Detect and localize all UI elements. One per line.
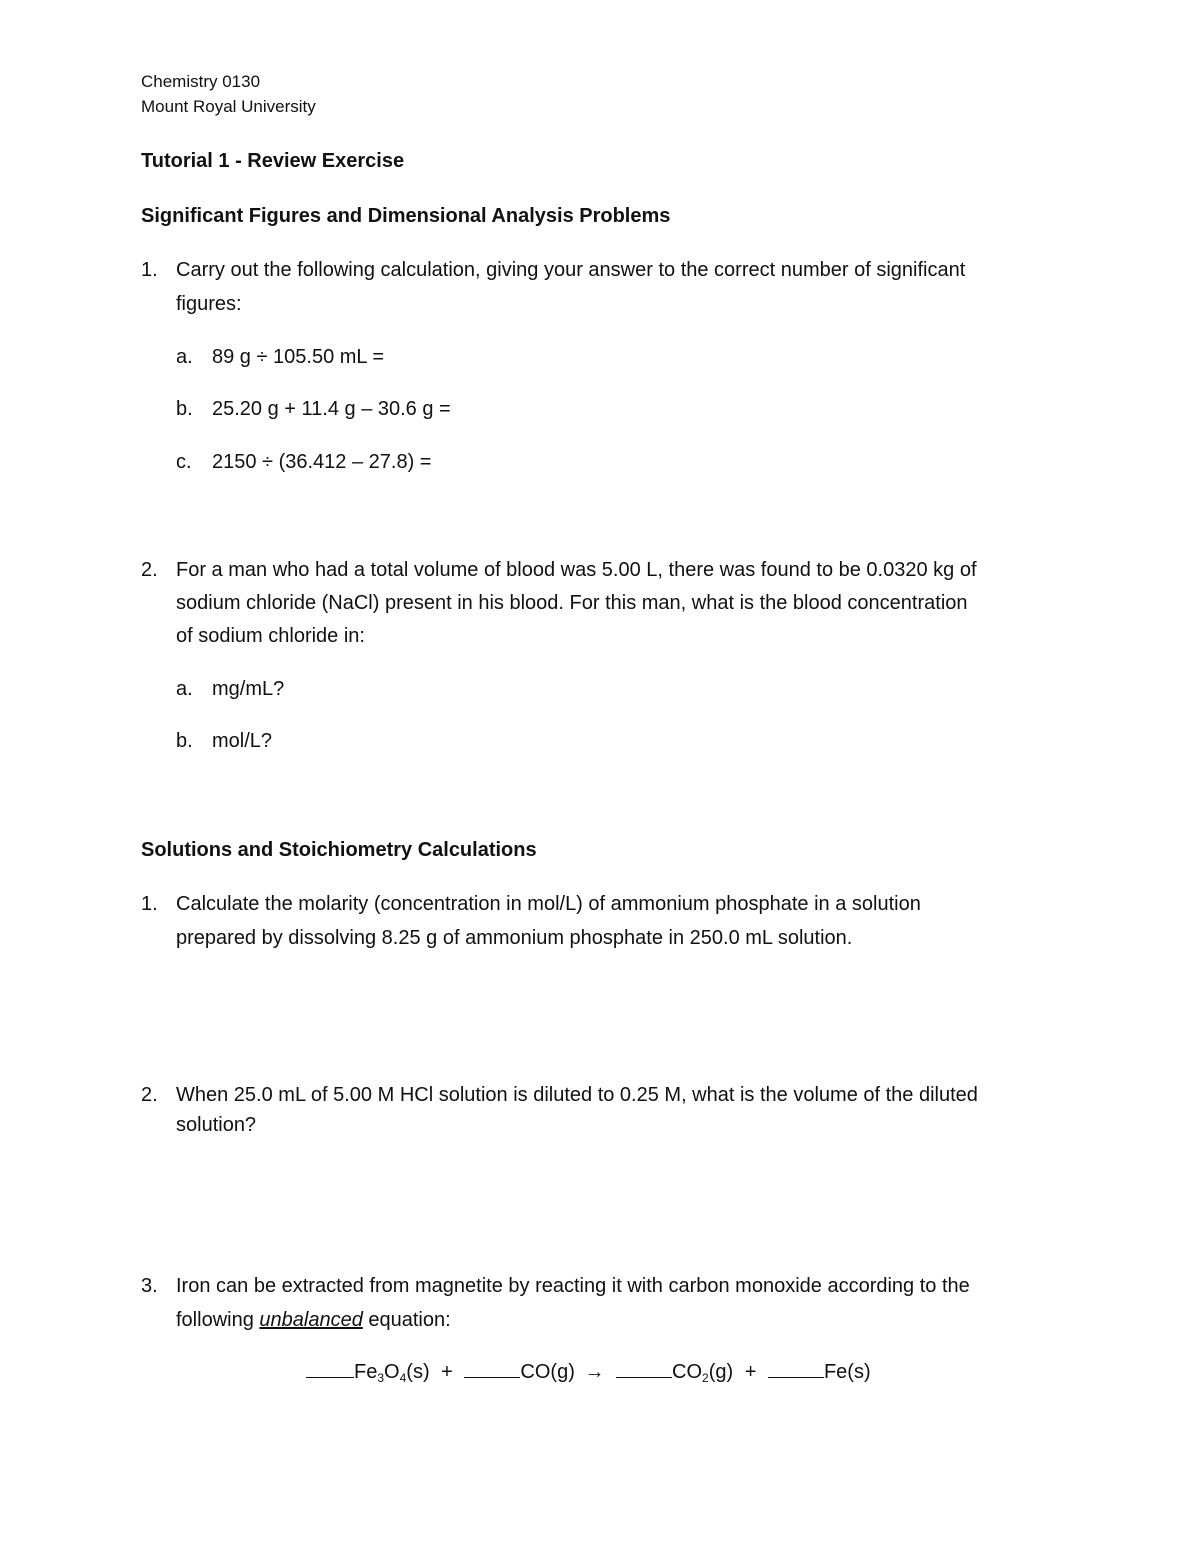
- question-text: When 25.0 mL of 5.00 M HCl solution is diluted to 0.25 M, what is the volume of the diluted: [176, 1084, 978, 1106]
- question-text: Calculate the molarity (concentration in mol/L) of ammonium phosphate in a solution: [176, 893, 921, 915]
- course-name: Chemistry 0130: [141, 72, 261, 91]
- section-heading-sig-figs: Significant Figures and Dimensional Analysis Problems: [141, 205, 671, 227]
- part-text: 2150 ÷ (36.412 – 27.8) =: [212, 451, 432, 473]
- question-text: Carry out the following calculation, giving your answer to the correct number of significant: [176, 259, 966, 281]
- question-text: solution?: [176, 1114, 257, 1136]
- answer-blank: [306, 1361, 354, 1378]
- question-number: 3.: [141, 1275, 158, 1297]
- answer-blank: [768, 1361, 824, 1378]
- part-text: 89 g ÷ 105.50 mL =: [212, 346, 385, 368]
- document-title: Tutorial 1 - Review Exercise: [141, 150, 405, 172]
- question-text: For a man who had a total volume of blood was 5.00 L, there was found to be 0.0320 kg of: [176, 559, 977, 581]
- part-label: a.: [176, 346, 193, 368]
- question-number: 1.: [141, 259, 158, 281]
- reaction-arrow: →: [584, 1361, 605, 1383]
- part-text: mol/L?: [212, 730, 273, 752]
- question-number: 2.: [141, 559, 158, 581]
- chemical-equation: $Fe_3O_4(s) + CO(g) \to CO_2(g) + Fe(s)$: [306, 1361, 871, 1384]
- part-text: 25.20 g + 11.4 g – 30.6 g =: [212, 398, 451, 420]
- institution-name: Mount Royal University: [141, 97, 316, 116]
- question-text: figures:: [176, 293, 242, 315]
- question-text: prepared by dissolving 8.25 g of ammonium phosphate in 250.0 mL solution.: [176, 927, 853, 949]
- question-text: Iron can be extracted from magnetite by reacting it with carbon monoxide according to the: [176, 1275, 970, 1297]
- question-text: of sodium chloride in:: [176, 625, 365, 647]
- part-label: b.: [176, 398, 193, 420]
- question-number: 2.: [141, 1084, 158, 1106]
- part-label: b.: [176, 730, 193, 752]
- emphasis-unbalanced: unbalanced: [259, 1309, 363, 1331]
- part-text: mg/mL?: [212, 678, 285, 700]
- plus-sign: +: [441, 1361, 453, 1383]
- answer-blank: [616, 1361, 672, 1378]
- question-number: 1.: [141, 893, 158, 915]
- question-text: following unbalanced equation:: [176, 1309, 451, 1331]
- section-heading-stoichiometry: Solutions and Stoichiometry Calculations: [141, 839, 537, 861]
- question-text: sodium chloride (NaCl) present in his blood. For this man, what is the blood concentration: [176, 592, 968, 614]
- part-label: c.: [176, 451, 192, 473]
- answer-blank: [464, 1361, 520, 1378]
- plus-sign: +: [744, 1361, 757, 1383]
- part-label: a.: [176, 678, 193, 700]
